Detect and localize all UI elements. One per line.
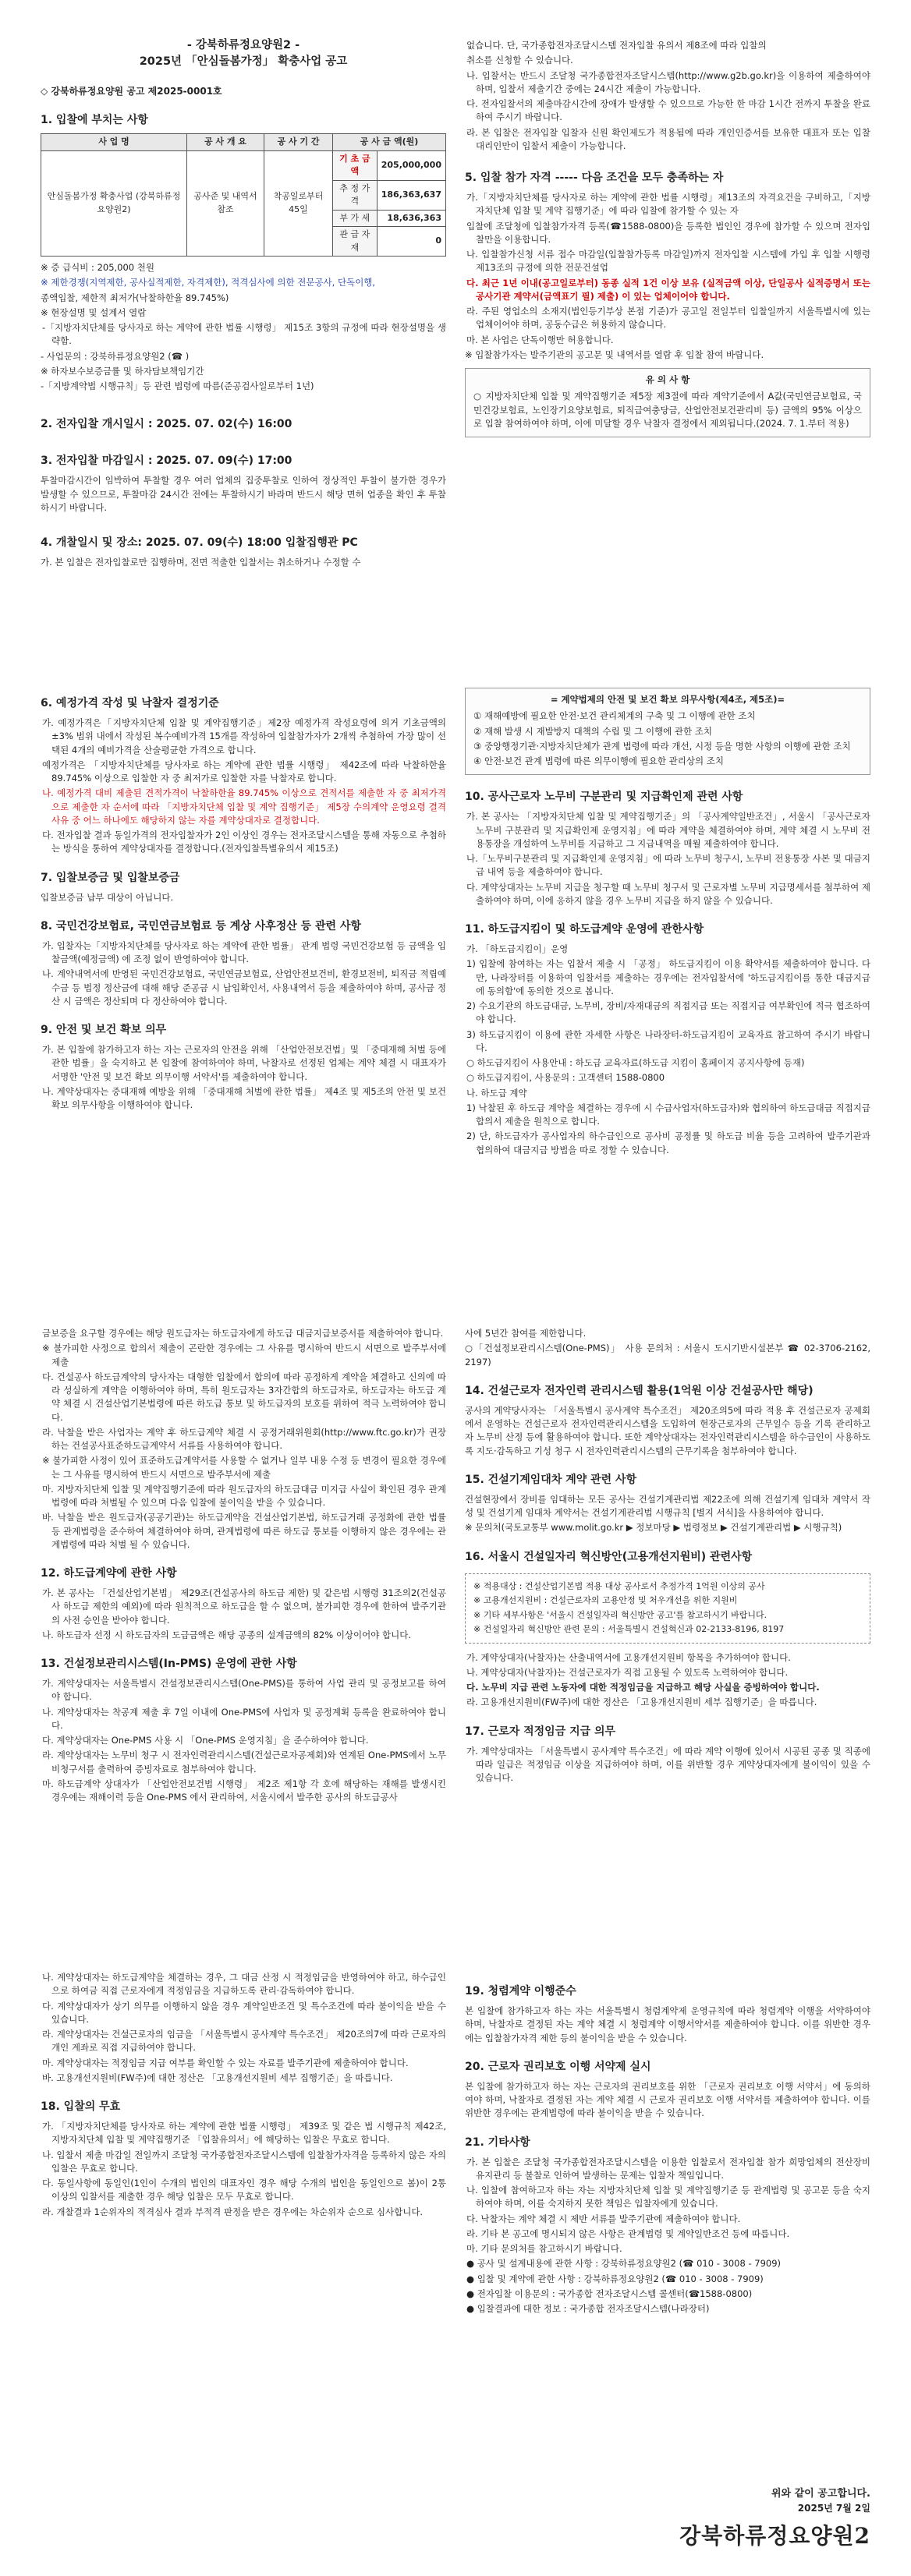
note-line: ※ 하자보수보증금률 및 하자담보책임기간: [41, 365, 204, 377]
body-line: 나. 계약상대자(낙찰자)는 건설근로자가 직접 고용될 수 있도록 노력하여야 합니다.: [466, 1666, 789, 1678]
body-line: 없습니다. 단, 국가종합전자조달시스템 전자입찰 유의서 제8조에 따라 입찰의: [466, 40, 767, 51]
safety-box-item: ② 재해 발생 시 재발방지 대책의 수립 및 그 이행에 관한 조치: [473, 725, 713, 737]
table-header: 공 사 기 간: [264, 134, 332, 151]
page-2-right-column: [465, 681, 870, 1159]
section-13-heading: 13. 건설정보관리시스템(In-PMS) 운영에 관한 사항: [41, 1658, 297, 1670]
notice-number: ◇ 강북하류정요양원 공고 제2025-0001호: [41, 86, 222, 97]
section-21-heading: 21. 기타사항: [465, 2135, 530, 2149]
page-4-left-column: [41, 1969, 446, 2220]
signature-block: [679, 2486, 870, 2553]
body-line: 라. 고용개선지원비(FW주)에 대한 정산은 「고용개선지원비 세부 집행기준」을 따릅니다.: [466, 1697, 817, 1708]
document-title-block: [41, 37, 446, 70]
body-line: 나. 예정가격 대비 제출된 견적가격이 낙찰하한율 89.745% 이상으로 견적서를 제출한 자 중 최저가격으로 제출한 자 순서에 따라 「지방자치단체 입찰 및 계약 집행기준」 제5장 수의계약 운영요령 결격사유 중 어느 하나에도 해당하지 않는 자를 계약상대자로 결정합니다.: [42, 787, 446, 826]
body-line: 취소를 신청할 수 있습니다.: [466, 55, 573, 66]
section-2-heading: 2. 전자입찰 개시일시 : 2025. 07. 02(수) 16:00: [41, 418, 292, 431]
body-line: 가. 예정가격은「지방자치단체 입찰 및 계약집행기준」제2장 예정가격 작성요령에 의거 기초금액의 ±3% 범위 내에서 작성된 복수예비가격 15개를 작성하여 입찰참가자가 2개씩 추첨하여 가장 많이 선택된 4개의 예비가격을 산술평균한 가격으로 합니다.: [42, 717, 446, 755]
body-line: 가. 본 입찰은 조달청 국가종합전자조달시스템을 이용한 입찰로서 전자입찰 참가 희망업체의 전산장비 유지관리 등 불찰로 인하여 발생하는 문제는 입찰자 책임입니다.: [466, 2156, 870, 2181]
safety-box-item: ③ 중앙행정기관·지방자치단체가 관계 법령에 따라 개선, 시정 등을 명한 사항의 이행에 관한 조치: [473, 740, 851, 752]
body-line: 나. 계약상대자는 착공계 제출 후 7일 이내에 One-PMS에 사업자 및 공정계획 등록을 완료하여야 합니다.: [42, 1706, 446, 1731]
caution-box-title: 유 의 사 항: [645, 374, 690, 385]
eligibility-footnote: ※ 입찰참가자는 발주기관의 공고문 및 내역서를 열람 후 입찰 참여 바랍니다.: [465, 349, 764, 360]
body-line: ※ 불가피한 사정으로 합의서 제출이 곤란한 경우에는 그 사유를 명시하여 반드시 서면으로 발주부서에 제출: [42, 1343, 446, 1368]
body-line: 다. 동일사항에 동일인(1인이 수개의 법인의 대표자인 경우 해당 수개의 법인을 동일인으로 봄)이 2통 이상의 입찰서를 제출한 경우 해당 입찰은 모두 무효로 합니다.: [42, 2178, 446, 2203]
section-15-heading: 15. 건설기계임대차 계약 관련 사항: [465, 1473, 637, 1486]
body-line: 다. 전자입찰 결과 동일가격의 전자입찰자가 2인 이상인 경우는 전자조달시스템을 통해 자동으로 추첨하는 방식을 통하여 계약상대자를 결정합니다.(전자입찰특별유의서 제15조): [42, 830, 446, 855]
section-12-heading: 12. 하도급계약에 관한 사항: [41, 1567, 177, 1580]
body-line: 가. 「지방자치단체를 당사자로 하는 계약에 관한 법률 시행령」 제39조 및 같은 법 시행규칙 제42조, 지방자치단체 입찰 및 계약집행기준 「입찰유의서」에 해당하는 입찰은 무효로 합니다.: [42, 2121, 446, 2146]
body-line: 나.「노무비구분관리 및 지급확인제 운영지침」에 따라 노무비 청구시, 노무비 전용통장 사본 및 대금지급 내역 등을 제출하여야 합니다.: [466, 853, 870, 878]
caution-box-body: ○ 지방자치단체 입찰 및 계약집행기준 제5장 제3절에 따라 계약기준에서 A값(국민연금보험료, 국민건강보험료, 노인장기요양보험료, 퇴직급여충당금, 산업안전보건관리비 등) 금액의 95% 이상으로 입찰 참여하여야 하며, 이에 미달할 경우 낙찰자 결정에서 제외됩니다.(2024. 7. 1.부터 적용): [473, 391, 862, 429]
body-line: 나. 계약상대자는 하도급계약을 체결하는 경우, 그 대금 산정 시 적정임금을 반영하여야 하고, 하수급인으로 하여금 직접 근로자에게 적정임금을 지급하도록 관리·감독하여야 합니다.: [42, 1972, 446, 1997]
amount-label-cell: 추 정 가 격: [332, 180, 377, 210]
page-1: [0, 0, 911, 644]
body-line: 가. 계약상대자(낙찰자)는 산출내역서에 고용개선지원비 항목을 추가하여야 합니다.: [466, 1651, 791, 1663]
page-3: [0, 1288, 911, 1932]
body-line: 마. 기타 문의처를 참고하시기 바랍니다.: [466, 2243, 622, 2254]
notice-date: 2025년 7월 2일: [797, 2503, 870, 2514]
amount-label-cell: 관 급 자 재: [332, 227, 377, 257]
note-line: -「지방계약법 시행규칙」등 관련 법령에 따름(준공검사일로부터 1년): [41, 380, 314, 392]
body-line: 마. 지방자치단체 입찰 및 계약집행기준에 따라 원도급자의 하도급대금 미지급 사실이 확인된 경우 관계법령에 따라 처벌될 수 있으며 다음 입찰에 불이익을 받을 수 있습니다.: [42, 1483, 446, 1508]
amount-value-cell: 186,363,637: [377, 180, 445, 210]
amount-value-cell: 0: [377, 227, 445, 257]
signature-organization: 강북하류정요양원2: [679, 2523, 870, 2549]
body-line: 가. 계약상대자는 서울특별시 건설정보관리시스템(One-PMS)를 통하여 사업 관리 및 공정보고를 하여야 합니다.: [42, 1678, 446, 1703]
body-line: 라. 본 입찰은 전자입찰 입찰자 신원 확인제도가 적용됨에 따라 개인인증서를 보유한 대표자 또는 입찰 대리인만이 입찰서 제출이 가능합니다.: [466, 126, 870, 151]
body-line: 다. 계약상대자는 One-PMS 사용 시 「One-PMS 운영지침」을 준수하여야 합니다.: [42, 1735, 369, 1746]
contact-line: ● 입찰결과에 대한 정보 : 국가종합 전자조달시스템(나라장터): [466, 2303, 710, 2314]
body-line: 가. 본 공사는 「건설산업기본법」 제29조(건설공사의 하도급 제한) 및 같은법 시행령 31조의2(건설공사 하도급 제한의 예외)에 따라 원칙적으로 하도급을 할 수 없으며, 불가피한 경우에 한하여 발주기관의 사전 승인을 받아야 합니다.: [42, 1587, 446, 1626]
body-line: 2) 수요기관의 하도급대금, 노무비, 장비/자재대금의 직접지급 또는 직접지급 여부확인에 적극 협조하여야 합니다.: [466, 1000, 870, 1025]
body-line: 나. 하도급 계약: [466, 1087, 527, 1099]
body-line: 라. 계약상대자는 노무비 청구 시 전자인력관리시스템(건설근로자공제회)와 연계된 One-PMS에서 노무비청구서를 출력하여 증빙자료로 첨부하여야 합니다.: [42, 1750, 446, 1775]
body-line: 나. 계약내역서에 반영된 국민건강보험료, 국민연금보험료, 산업안전보건비, 환경보전비, 퇴직금 적립예수금 등 법정 정산금에 대해 해당 준공금 시 납입확인서, 사용내역서 등을 제출하여야 하며, 공사금 정산 시 금액은 정산되며 다 정산하여야 합니다.: [42, 968, 446, 1007]
org-line: - 강북하류정요양원2 -: [186, 39, 300, 51]
section-19-heading: 19. 청렴계약 이행준수: [465, 1985, 576, 1997]
section-14-heading: 14. 건설근로자 전자인력 관리시스템 활용(1억원 이상 건설공사만 해당): [465, 1384, 814, 1397]
body-line: 다. 낙찰자는 계약 체결 시 제반 서류를 발주기관에 제출하여야 합니다.: [466, 2213, 741, 2224]
job-innovation-box: [465, 1573, 870, 1644]
section-18-heading: 18. 입찰의 무효: [41, 2100, 121, 2113]
contact-line: ● 공사 및 설계내용에 관한 사항 : 강북하류정요양원2 (☎ 010 - 3008 - 7909): [466, 2258, 782, 2270]
body-line: ○「건설정보관리시스템(One-PMS)」 사용 문의처 : 서울시 도시기반시설본부 ☎ 02-3706-2162, 2197): [465, 1343, 870, 1368]
section-14-body: 공사의 계약당사자는 「서울특별시 공사계약 특수조건」 제20조의5에 따라 적용 후 건설근로자 공제회에서 운영하는 건설근로자 전자인력관리시스템을 도입하여 현장근로자의 근무일수 등을 기록 관리하고 자 노무비 산정 등에 활용하여야 합니다. 또한 계약상대자는 전자인력관리시스템을 하수급인이 사용하도록 지도·감독하고 기성 청구 시 전자인력관리시스템의 근무기록을 첨부하여야 합니다.: [465, 1404, 870, 1456]
note-line: -「지방자치단체를 당사자로 하는 계약에 관한 법률 시행령」 제15조 3항의 규정에 따라 현장설명을 생략함.: [42, 322, 446, 347]
page-4: [0, 1932, 911, 2576]
body-line: 사에 5년간 참여를 제한합니다.: [465, 1328, 587, 1339]
body-line: 가. 본 입찰에 참가하고자 하는 자는 근로자의 안전을 위해 「산업안전보건법」및 「중대재해 처벌 등에 관한 법률」을 숙지하고 본 입찰에 참여하여야 하며, 낙찰자로 선정된 업체는 계약 체결 시 대표자가 서명한 '안전 및 보건 확보 의무이행 서약서'를 제출하여야 합니다.: [42, 1044, 446, 1082]
body-line: 1) 낙찰된 후 하도급 계약을 체결하는 경우에 시 수급사업자(하도급자)와 협의하여 하도급대금 직접지급 합의서 제출을 원칙으로 합니다.: [466, 1102, 870, 1127]
safety-box-title: = 계약법제의 안전 및 보건 확보 의무사항(제4조, 제5조)=: [550, 694, 785, 705]
box-line: ※ 건설일자리 혁신방안 관련 문의 : 서울특별시 건설혁신과 02-2133-8196, 8197: [473, 1624, 785, 1634]
contact-line: ● 전자입찰 이용문의 : 국가종합 전자조달시스템 콜센터(☎1588-0800): [466, 2288, 753, 2299]
section-9-heading: 9. 안전 및 보건 확보 의무: [41, 1024, 167, 1036]
eligibility-line: 마. 본 사업은 단독이행만 허용합니다.: [466, 334, 614, 345]
body-line: 2) 단, 하도급자가 공사업자의 하수급인으로 공사비 공정률 및 하도급 비율 등을 고려하여 발주기관과 협의하여 대금지급 방법을 따로 정할 수 있습니다.: [466, 1131, 870, 1155]
section-20-body: 본 입찰에 참가하고자 하는 자는 근로자의 권리보호를 위한 「근로자 권리보호 이행 서약서」에 동의하여야 하며, 낙찰자로 결정된 자는 계약 체결 시 근로자 권리보호 이행 서약서를 제출하여야 합니다. 이를 위반한 경우에는 관계법령에 따라 불이익을 받을 수 있습니다.: [465, 2080, 870, 2119]
table-header: 공 사 금 액(원): [332, 134, 445, 151]
body-line: 금보증을 요구할 경우에는 해당 원도급자는 하도급자에게 하도급 대금지급보증서를 제출하여야 합니다.: [42, 1328, 444, 1339]
amount-value-cell: 18,636,363: [377, 210, 445, 227]
body-line: 마. 계약상대자는 적정임금 지급 여부를 확인할 수 있는 자료를 발주기관에 제출하여야 합니다.: [42, 2057, 409, 2068]
body-line: 나. 입찰에 참여하고자 하는 자는 지방자치단체 입찰 및 계약집행기준 등 관계법령 및 공고문 등을 숙지하여야 하며, 이를 숙지하지 못한 책임은 입찰자에게 있습니다.: [466, 2185, 870, 2210]
note-line: - 사업문의 : 강북하류정요양원2 (☎ ): [41, 350, 190, 362]
project-period-cell: 착공일로부터 45일: [264, 150, 332, 257]
box-line: ※ 기타 세부사항은 '서울시 건설일자리 혁신방안 공고'를 참고하시기 바랍니다.: [473, 1609, 767, 1620]
eligibility-line: 나. 입찰참가신청 서류 접수 마감일(입찰참가등록 마감일)까지 전자입찰 시스템에 가입 후 입찰 시행령 제13조의 규정에 의한 전문건설업: [466, 249, 870, 274]
section-5-heading: 5. 입찰 참가 자격 ----- 다음 조건을 모두 충족하는 자: [465, 172, 724, 184]
page-4-right-column: [465, 1969, 870, 2317]
body-line: 가. 본 공사는 「지방자치단체 입찰 및 계약집행기준」의 「공사계약일반조건」, 서울시 「공사근로자 노무비 구분관리 및 지급확인제 운영지침」에 따라 계약을 체결하여야 하며, 계약 체결 시 노무비 전용통장을 개설하여 노무비를 지급하고 그 지급내역을 매월 제출하여야 합니다.: [466, 811, 870, 849]
body-line: ※ 불가피한 사정이 있어 표준하도급계약서를 사용할 수 없거나 일부 내용 수정 등 변경이 필요한 경우에는 그 사유를 명시하여 반드시 서면으로 발주부서에 제출: [42, 1455, 446, 1480]
body-line: 다. 전자입찰서의 제출마감시간에 장애가 발생할 수 있으므로 가능한 한 마감 1시간 전까지 투찰을 완료하여 주시기 바랍니다.: [466, 98, 870, 123]
amount-label-cell: 부 가 세: [332, 210, 377, 227]
body-line: 다. 노무비 지급 관련 노동자에 대한 적정임금을 지급하고 해당 사실을 증빙하여야 합니다.: [466, 1682, 820, 1693]
note-line: ※ 현장설명 및 설계서 열람: [41, 306, 147, 318]
section-4-heading: 4. 개찰일시 및 장소: 2025. 07. 09(수) 18:00 입찰집행관 PC: [41, 536, 358, 550]
page-3-right-column: [465, 1325, 870, 1786]
closing-line: 위와 같이 공고합니다.: [771, 2487, 870, 2500]
section-1-heading: 1. 입찰에 부치는 사항: [41, 114, 148, 127]
table-header: 공 사 개 요: [186, 134, 264, 151]
body-line: 1) 입찰에 참여하는 자는 입찰서 제출 시 「공정」 하도급지킴이 이용 확약서를 제출하여야 합니다. 다만, 나라장터를 이용하여 입찰서를 제출하는 경우에는 전자입찰서에 '하도급지킴이를 통한 대금지급에 동의함'에 동의한 것으로 봅니다.: [466, 958, 870, 996]
note-line: ※ 제한경쟁(지역제한, 공사실적제한, 자격제한), 적격심사에 의한 전문공사, 단독이행,: [41, 277, 376, 288]
note-line: 종액입찰, 제한적 최저가(낙찰하한율 89.745%): [41, 292, 229, 303]
section-8-heading: 8. 국민건강보험료, 국민연금보험료 등 계상 사후정산 등 관련 사항: [41, 919, 361, 932]
note-line: ※ 증 급식비 : 205,000 천원: [41, 262, 154, 274]
body-line: 나. 계약상대자는 중대재해 예방을 위해 「중대재해 처벌에 관한 법률」 제4조 및 제5조의 안전 및 보건 확보 의무사항을 이행하여야 합니다.: [42, 1085, 446, 1110]
page-2: [0, 644, 911, 1288]
section-7-body: 입찰보증금 납부 대상이 아닙니다.: [41, 891, 174, 903]
caution-box: [465, 368, 870, 437]
body-line: 라. 기타 본 공고에 명시되지 않은 사항은 관계법령 및 계약일반조건 등에 따릅니다.: [466, 2227, 790, 2239]
body-line: 건설현장에서 장비를 임대하는 모든 공사는 건설기계관리법 제22조에 의해 건설기계 임대차 계약서 작성 및 건설기계 임대차 계약서는 건설기계관리법 시행규칙 [별지 서식]을 사용하여야 합니다.: [465, 1493, 870, 1518]
body-line: 3) 하도급지킴이 이용에 관한 자세한 사항은 나라장터-하도급지킴이 교육자료 참고하여 주시기 바랍니다.: [466, 1028, 870, 1053]
body-line: 예정가격은 「지방자치단체를 당사자로 하는 계약에 관한 법률 시행령」 제42조에 따라 낙찰하한율 89.745% 이상으로 입찰한 자 중 최저가로 입찰한 자를 낙찰자로 합니다.: [42, 759, 446, 784]
eligibility-line: 입찰에 조달청에 입찰참가자격 등록(☎1588-0800)을 등록한 법인인 경우에 참가할 수 있으며 전자입찰만을 이용합니다.: [466, 220, 870, 245]
section-10-heading: 10. 공사근로자 노무비 구분관리 및 지급확인제 관련 사항: [465, 791, 743, 804]
body-line: 나. 입찰서는 반드시 조달청 국가종합전자조달시스템(http://www.g2b.go.kr)을 이용하여 제출하여야 하며, 입찰서 제출기간 중에는 24시간 제출이 가능합니다.: [466, 69, 870, 94]
project-overview-cell: 공사준 및 내역서 참조: [186, 150, 264, 257]
body-line: 다. 계약상대자는 노무비 지급을 청구할 때 노무비 청구서 및 근로자별 노무비 지급명세서를 첨부하여 제출하여야 하며, 이에 응하지 않을 경우 노무비 지급을 하지 않을 수 있습니다.: [466, 881, 870, 906]
amount-label-cell: 기 초 금 액: [332, 150, 377, 180]
project-budget-table: [41, 133, 446, 257]
amount-value-cell: 205,000,000: [377, 150, 445, 180]
body-line: 다. 계약상대자가 상기 의무를 이행하지 않을 경우 계약일반조건 및 특수조건에 따라 불이익을 받을 수 있습니다.: [42, 2000, 446, 2025]
section-3-body: 투찰마감시간이 임박하여 투찰할 경우 여러 업체의 집중투찰로 인하여 정상적인 투찰이 불가한 경우가 발생할 수 있으므로, 투찰마감 24시간 전에는 투찰하시기 바라며 반드시 해당 면허 업종을 확인 후 투찰하시기 바랍니다.: [41, 475, 446, 513]
body-line: 가. 입찰자는「지방자치단체를 당사자로 하는 계약에 관한 법률」 관계 법령 국민건강보험 등 금액을 입찰금액(예정금액) 에 조정 없이 반영하여야 합니다.: [42, 939, 446, 964]
body-line: ○ 하도급지킴이, 사용문의 : 고객센터 1588-0800: [466, 1072, 665, 1084]
body-line: 나. 입찰서 제출 마감일 전일까지 조달청 국가종합전자조달시스템에 입찰참가자격을 등록하지 않은 자의 입찰은 무효로 합니다.: [42, 2149, 446, 2174]
body-line: 라. 계약상대자는 건설근로자의 임금을 「서울특별시 공사계약 특수조건」 제20조의7에 따라 근로자의 개인 계좌로 직접 지급하여야 합니다.: [42, 2029, 446, 2054]
project-name-cell: 안심돌봄가정 확충사업 (강북하류정요양원2): [41, 150, 187, 257]
safety-box-item: ④ 안전·보건 관계 법령에 따른 의무이행에 필요한 관리상의 조치: [473, 755, 724, 766]
section-17-heading: 17. 근로자 적정임금 지급 의무: [465, 1725, 616, 1738]
eligibility-line: 가.「지방자치단체를 당사자로 하는 계약에 관한 법률 시행령」제13조의 자격요건을 구비하고,「지방자치단체 입찰 및 계약 집행기준」에 따라 입찰에 참가할 수 있는 자: [466, 192, 870, 217]
body-line: ※ 문의처(국토교통부 www.molit.go.kr ▶ 정보마당 ▶ 법령정보 ▶ 건설기계관리법 ▶ 시행규칙): [465, 1522, 842, 1534]
safety-box-item: ① 재해예방에 필요한 안전·보건 관리체계의 구축 및 그 이행에 관한 조치: [473, 710, 756, 722]
body-line: 바. 고용개선지원비(FW주)에 대한 정산은 「고용개선지원비 세부 집행기준」을 따릅니다.: [42, 2072, 393, 2083]
body-line: 다. 건설공사 하도급계약의 당사자는 대형한 입찰에서 합의에 따라 공정하게 계약을 체결하고 신의에 따라 성실하게 계약을 이행하여야 하며, 특히 원도급자는 3자간합의 하도급자로, 하도급자는 하도급 계약 체결 시 건설산업기본법령에 따른 하도급 통보 및 하도급자의 보호를 위하여 적극 노력하여야 합니다.: [42, 1371, 446, 1423]
body-line: 가. 「하도급지킴이」운영: [466, 943, 569, 954]
eligibility-line: 다. 최근 1년 이내(공고일로부터) 동종 실적 1건 이상 보유 (실적금액 이상, 단일공사 실적증명서 또는 공사기관 계약서(금액표기 필) 제출) 이 있는 업체이어야 합니다.: [466, 277, 870, 302]
body-line: 바. 낙찰을 받은 원도급자(공공기관)는 하도급계약을 건설산업기본법, 하도급거래 공정화에 관한 법률 등 관계법령을 준수하여 체결하여야 하며, 관계법령에 따른 하도급 통보를 이행하지 않은 경우에는 관계법령에 따라 처벌 될 수 있습니다.: [42, 1512, 446, 1550]
page-1-left-column: [41, 37, 446, 571]
body-line: 라. 개찰결과 1순위자의 적격심사 결과 부적격 판정을 받은 경우에는 차순위자 순으로 심사합니다.: [42, 2206, 424, 2217]
body-line: 나. 하도급자 선정 시 하도급자의 도급금액은 해당 공종의 설계금액의 82% 이상이어야 합니다.: [42, 1629, 412, 1640]
section-20-heading: 20. 근로자 권리보호 이행 서약제 실시: [465, 2060, 651, 2073]
section-11-heading: 11. 하도급지킴이 및 하도급계약 운영에 관한사항: [465, 923, 704, 936]
body-line: ○ 하도급지킴이 사용안내 : 하도급 교육자료(하도급 지킴이 홈페이지 공지사항에 등재): [466, 1057, 805, 1068]
page-1-right-column: [465, 37, 870, 444]
contact-line: ● 입찰 및 계약에 관한 사항 : 강북하류정요양원2 (☎ 010 - 3008 - 7909): [466, 2273, 764, 2284]
section-6-heading: 6. 예정가격 작성 및 낙찰자 결정기준: [41, 697, 219, 709]
page-3-left-column: [41, 1325, 446, 1806]
safety-obligation-box: [465, 688, 870, 775]
box-line: ※ 고용개선지원비 : 건설근로자의 고용안정 및 처우개선을 위한 지원비: [473, 1595, 738, 1605]
section-7-heading: 7. 입찰보증금 및 입찰보증금: [41, 871, 180, 884]
eligibility-line: 라. 주된 영업소의 소재지(법인등기부상 본점 기준)가 공고일 전일부터 입찰일까지 서울특별시에 있는 업체이어야 하며, 공동수급은 허용하지 않습니다.: [466, 306, 870, 331]
section-4-body: 가. 본 입찰은 전자입찰로만 집행하며, 전면 적출한 입찰서는 취소하거나 수정할 수: [41, 557, 361, 568]
box-line: ※ 적용대상 : 건설산업기본법 적용 대상 공사로서 추정가격 1억원 이상의 공사: [473, 1580, 765, 1591]
table-header: 사 업 명: [41, 134, 187, 151]
document-title: 2025년 「안심돌봄가정」 확충사업 공고: [139, 55, 348, 69]
section-3-heading: 3. 전자입찰 마감일시 : 2025. 07. 09(수) 17:00: [41, 455, 292, 468]
body-line: 마. 하도급계약 상대자가 「산업안전보건법 시행령」 제2조 제1항 각 호에 해당하는 재해를 발생시킨 경우에는 재해이력 등을 One-PMS 에서 관리하여, 서울시에서 발주한 공사의 하도급공사: [42, 1778, 446, 1803]
section-17-body: 가. 계약상대자는 「서울특별시 공사계약 특수조건」에 따라 계약 이행에 있어서 시공된 공종 및 직종에 따라 일급은 적정임금 이상을 지급하여야 하며, 이를 위반할 경우 계약상대자에게 불이익이 있을 수 있습니다.: [466, 1745, 870, 1783]
section-19-body: 본 입찰에 참가하고자 하는 자는 서울특별시 청렴계약제 운영규칙에 따라 청렴계약 이행을 서약하여야 하며, 낙찰자로 결정된 자는 계약 체결 시 청렴계약 이행서약서를 제출하여야 합니다. 이를 위반한 경우에는 입찰참가자격 제한 등의 불이익을 받을 수 있습니다.: [465, 2005, 870, 2043]
body-line: 라. 낙찰을 받은 사업자는 계약 후 하도급계약 체결 시 공정거래위원회(http://www.ftc.go.kr)가 권장하는 건설공사표준하도급계약서 서류를 사용하여야 합니다.: [42, 1426, 446, 1451]
section-16-heading: 16. 서울시 건설일자리 혁신방안(고용개선지원비) 관련사항: [465, 1550, 753, 1563]
page-2-left-column: [41, 681, 446, 1113]
